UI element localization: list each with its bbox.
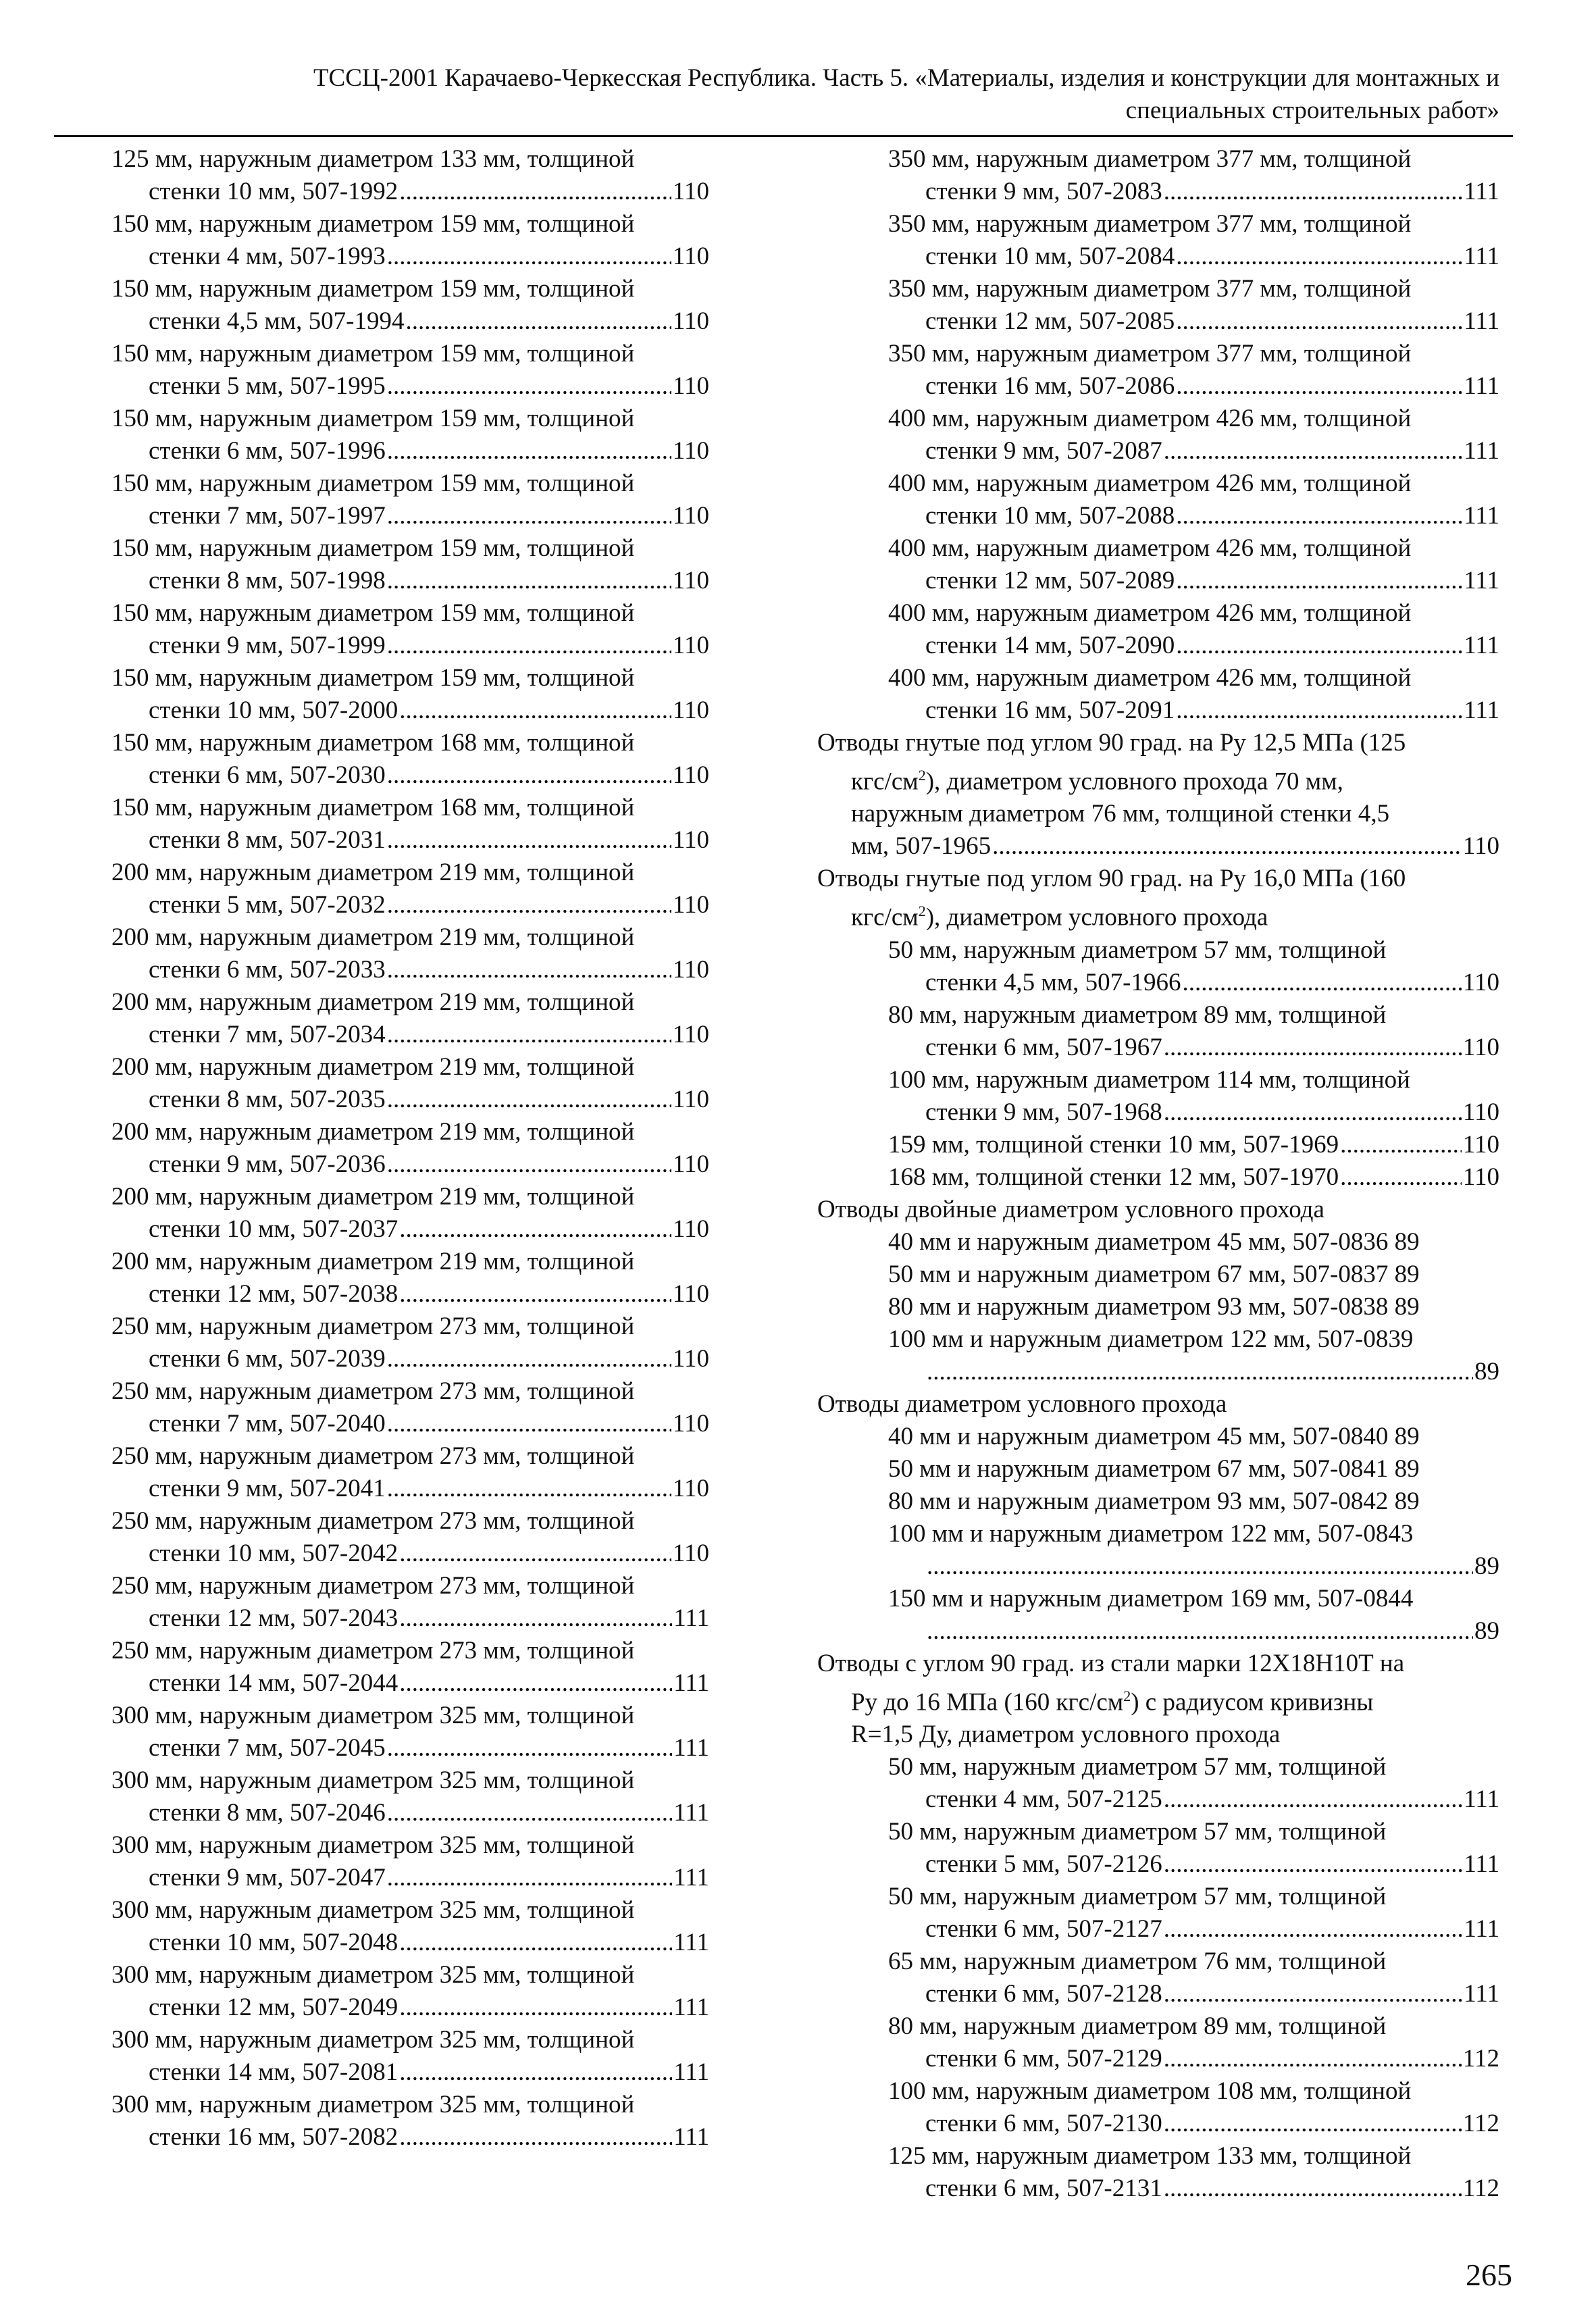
index-entry: 200 мм, наружным диаметром 219 мм, толщиной стенки 10 мм, 507-2037 ..... 110 (111, 1181, 709, 1246)
index-entry: 50 мм и наружным диаметром 67 мм, 507-0837 89 (888, 1260, 1420, 1288)
index-entry: 200 мм, наружным диаметром 219 мм, толщиной стенки 7 мм, 507-2034 ..... 110 (111, 986, 709, 1051)
index-entry: 200 мм, наружным диаметром 219 мм, толщиной стенки 6 мм, 507-2033 ..... 110 (111, 921, 709, 986)
index-entry: 400 мм, наружным диаметром 426 мм, толщиной стенки 10 мм, 507-2088 ..... 111 (817, 467, 1499, 532)
index-entry: 150 мм, наружным диаметром 159 мм, толщиной стенки 7 мм, 507-1997 ..... 110 (111, 467, 709, 532)
right-column (817, 143, 1499, 2205)
header-rule (54, 135, 1513, 137)
index-entry: 250 мм, наружным диаметром 273 мм, толщиной стенки 6 мм, 507-2039 ..... 110 (111, 1311, 709, 1375)
index-entry: 80 мм, наружным диаметром 89 мм, толщиной стенки 6 мм, 507-2129 ..... 112 (817, 2010, 1499, 2075)
index-entry: 50 мм, наружным диаметром 57 мм, толщиной стенки 5 мм, 507-2126 ..... 111 (817, 1816, 1499, 1881)
index-entry: 159 мм, толщиной стенки 10 мм, 507-1969 ..... 110 (817, 1129, 1499, 1161)
index-entry: 150 мм и наружным диаметром 169 мм, 507-0844 ..... 89 (817, 1583, 1499, 1648)
index-entry: 125 мм, наружным диаметром 133 мм, толщиной стенки 6 мм, 507-2131 ..... 112 (817, 2140, 1499, 2205)
page-number: 265 (1466, 2258, 1512, 2292)
index-entry: 350 мм, наружным диаметром 377 мм, толщиной стенки 9 мм, 507-2083 ..... 111 (817, 143, 1499, 208)
index-entry: 50 мм и наружным диаметром 67 мм, 507-0841 89 (888, 1454, 1420, 1483)
index-entry: 250 мм, наружным диаметром 273 мм, толщиной стенки 12 мм, 507-2043 ..... 111 (111, 1570, 709, 1635)
section-heading-bends: Отводы диаметром условного прохода (817, 1390, 1227, 1418)
index-entry: 250 мм, наружным диаметром 273 мм, толщиной стенки 10 мм, 507-2042 ..... 110 (111, 1505, 709, 1570)
index-entry: 50 мм, наружным диаметром 57 мм, толщиной стенки 6 мм, 507-2127 ..... 111 (817, 1881, 1499, 1946)
section-heading-double-bends: Отводы двойные диаметром условного прохода (817, 1195, 1324, 1223)
index-entry: 300 мм, наружным диаметром 325 мм, толщиной стенки 14 мм, 507-2081 ..... 111 (111, 2024, 709, 2089)
index-entry: 100 мм и наружным диаметром 122 мм, 507-0839 ..... 89 (817, 1323, 1499, 1388)
index-entry: 80 мм и наружным диаметром 93 мм, 507-0838 89 (888, 1292, 1420, 1321)
index-entry: 400 мм, наружным диаметром 426 мм, толщиной стенки 14 мм, 507-2090 ..... 111 (817, 597, 1499, 662)
index-entry: 300 мм, наружным диаметром 325 мм, толщиной стенки 12 мм, 507-2049 ..... 111 (111, 1959, 709, 2024)
index-entry: 65 мм, наружным диаметром 76 мм, толщиной стенки 6 мм, 507-2128 ..... 111 (817, 1946, 1499, 2010)
index-entry: 200 мм, наружным диаметром 219 мм, толщиной стенки 9 мм, 507-2036 ..... 110 (111, 1116, 709, 1181)
index-entry: 100 мм, наружным диаметром 114 мм, толщиной стенки 9 мм, 507-1968 ..... 110 (817, 1064, 1499, 1129)
index-entry: 100 мм и наружным диаметром 122 мм, 507-0843 ..... 89 (817, 1518, 1499, 1583)
index-entry: 150 мм, наружным диаметром 159 мм, толщиной стенки 8 мм, 507-1998 ..... 110 (111, 532, 709, 597)
index-entry: 168 мм, толщиной стенки 12 мм, 507-1970 ..... 110 (817, 1161, 1499, 1194)
index-entry: 300 мм, наружным диаметром 325 мм, толщиной стенки 9 мм, 507-2047 ..... 111 (111, 1829, 709, 1894)
section-heading-steel-bends: Отводы с углом 90 град. из стали марки 12Х18Н10Т на Ру до 16 МПа (160 кгс/$см^2$) с радиусом кривизны R=1,5 Ду, диаметром условного прохода (817, 1649, 1405, 1748)
header-line-1: ТССЦ-2001 Карачаево-Черкесская Республика. Часть 5. «Материалы, изделия и конструкции для монтажных и (313, 64, 1499, 92)
index-entry: 40 мм и наружным диаметром 45 мм, 507-0840 89 (888, 1422, 1420, 1450)
running-header (54, 62, 1499, 127)
index-entry: 350 мм, наружным диаметром 377 мм, толщиной стенки 10 мм, 507-2084 ..... 111 (817, 208, 1499, 273)
index-entry: 125 мм, наружным диаметром 133 мм, толщиной стенки 10 мм, 507-1992 ..... 110 (111, 143, 709, 208)
index-entry: 50 мм, наружным диаметром 57 мм, толщиной стенки 4,5 мм, 507-1966 ..... 110 (817, 934, 1499, 999)
index-entry: 300 мм, наружным диаметром 325 мм, толщиной стенки 8 мм, 507-2046 ..... 111 (111, 1764, 709, 1829)
index-entry: 150 мм, наружным диаметром 168 мм, толщиной стенки 8 мм, 507-2031 ..... 110 (111, 792, 709, 857)
index-entry: 400 мм, наружным диаметром 426 мм, толщиной стенки 9 мм, 507-2087 ..... 111 (817, 403, 1499, 467)
index-entry: 200 мм, наружным диаметром 219 мм, толщиной стенки 8 мм, 507-2035 ..... 110 (111, 1051, 709, 1116)
index-entry: 300 мм, наружным диаметром 325 мм, толщиной стенки 7 мм, 507-2045 ..... 111 (111, 1700, 709, 1764)
index-entry: 150 мм, наружным диаметром 159 мм, толщиной стенки 6 мм, 507-1996 ..... 110 (111, 403, 709, 467)
index-entry: 350 мм, наружным диаметром 377 мм, толщиной стенки 16 мм, 507-2086 ..... 111 (817, 338, 1499, 403)
index-entry: 80 мм, наружным диаметром 89 мм, толщиной стенки 6 мм, 507-1967 ..... 110 (817, 999, 1499, 1064)
index-entry: 150 мм, наружным диаметром 159 мм, толщиной стенки 4,5 мм, 507-1994 ..... 110 (111, 273, 709, 338)
index-entry: 400 мм, наружным диаметром 426 мм, толщиной стенки 16 мм, 507-2091 ..... 111 (817, 662, 1499, 727)
section-heading-bent-16: Отводы гнутые под углом 90 град. на Ру 16,0 МПа (160 кгс/$см^2$), диаметром условного прохода (817, 865, 1406, 932)
index-entry: 100 мм, наружным диаметром 108 мм, толщиной стенки 6 мм, 507-2130 ..... 112 (817, 2075, 1499, 2140)
index-entry: 300 мм, наружным диаметром 325 мм, толщиной стенки 10 мм, 507-2048 ..... 111 (111, 1894, 709, 1959)
index-entry: 400 мм, наружным диаметром 426 мм, толщиной стенки 12 мм, 507-2089 ..... 111 (817, 532, 1499, 597)
index-entry: 150 мм, наружным диаметром 159 мм, толщиной стенки 10 мм, 507-2000 ..... 110 (111, 662, 709, 727)
index-entry: 200 мм, наружным диаметром 219 мм, толщиной стенки 12 мм, 507-2038 ..... 110 (111, 1246, 709, 1311)
section-heading-bent-12-5: Отводы гнутые под углом 90 град. на Ру 12,5 МПа (125 кгс/$см^2$), диаметром условного прохода 70 мм, наружным диаметром 76 мм, толщиной стенки 4,5 мм, 507-1965 ..... 110 (817, 727, 1499, 863)
index-entry: 150 мм, наружным диаметром 159 мм, толщиной стенки 9 мм, 507-1999 ..... 110 (111, 597, 709, 662)
header-line-2: специальных строительных работ» (1125, 97, 1499, 124)
index-entry: 250 мм, наружным диаметром 273 мм, толщиной стенки 9 мм, 507-2041 ..... 110 (111, 1440, 709, 1505)
left-column (111, 143, 709, 2154)
index-entry: 150 мм, наружным диаметром 159 мм, толщиной стенки 4 мм, 507-1993 ..... 110 (111, 208, 709, 273)
index-entry: 250 мм, наружным диаметром 273 мм, толщиной стенки 14 мм, 507-2044 ..... 111 (111, 1635, 709, 1700)
index-entry: 40 мм и наружным диаметром 45 мм, 507-0836 89 (888, 1227, 1420, 1256)
index-entry: 80 мм и наружным диаметром 93 мм, 507-0842 89 (888, 1487, 1420, 1515)
index-entry: 250 мм, наружным диаметром 273 мм, толщиной стенки 7 мм, 507-2040 ..... 110 (111, 1375, 709, 1440)
index-entry: 200 мм, наружным диаметром 219 мм, толщиной стенки 5 мм, 507-2032 ..... 110 (111, 857, 709, 921)
index-entry: 150 мм, наружным диаметром 168 мм, толщиной стенки 6 мм, 507-2030 ..... 110 (111, 727, 709, 792)
index-entry: 150 мм, наружным диаметром 159 мм, толщиной стенки 5 мм, 507-1995 ..... 110 (111, 338, 709, 403)
index-entry: 300 мм, наружным диаметром 325 мм, толщиной стенки 16 мм, 507-2082 ..... 111 (111, 2089, 709, 2154)
index-entry: 50 мм, наружным диаметром 57 мм, толщиной стенки 4 мм, 507-2125 ..... 111 (817, 1751, 1499, 1816)
index-entry: 350 мм, наружным диаметром 377 мм, толщиной стенки 12 мм, 507-2085 ..... 111 (817, 273, 1499, 338)
